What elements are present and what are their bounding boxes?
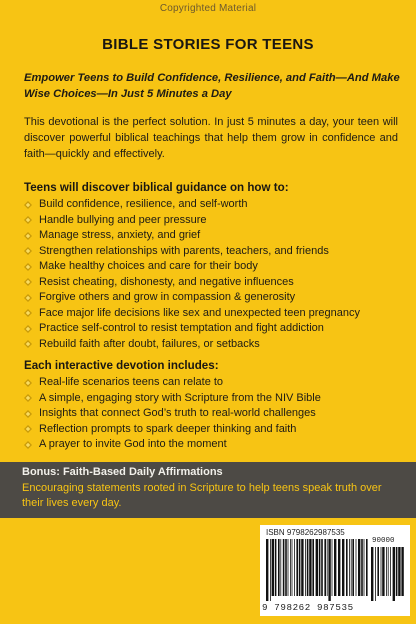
- diamond-bullet-icon: [24, 321, 39, 337]
- list-item-text: Resist cheating, dishonesty, and negative influences: [39, 275, 294, 288]
- barcode-addon-number: 90000: [372, 537, 395, 545]
- list-item: [24, 337, 404, 353]
- diamond-bullet-icon: [24, 197, 39, 213]
- list-item-text: Practice self-control to resist temptation and fight addiction: [39, 322, 324, 334]
- bonus-band: [0, 462, 416, 518]
- diamond-bullet-icon: [24, 391, 39, 407]
- diamond-bullet-icon: [24, 259, 39, 275]
- tagline: Empower Teens to Build Confidence, Resilience, and Faith—And Make Wise Choices—In Just 5 Minutes a Day: [24, 72, 400, 100]
- list-item: [24, 228, 404, 244]
- diamond-bullet-icon: [24, 337, 39, 353]
- list-item: [24, 197, 404, 213]
- list-item-text: Handle bullying and peer pressure: [39, 213, 207, 226]
- list-item-text: Manage stress, anxiety, and grief: [39, 229, 201, 241]
- list-item-text: A prayer to invite God into the moment: [39, 438, 227, 450]
- watermark: Copyrighted Material: [159, 3, 257, 14]
- list-item-text: Insights that connect God’s truth to real-world challenges: [39, 407, 316, 419]
- list-item: [24, 290, 404, 306]
- guidance-heading: Teens will discover biblical guidance on how to:: [24, 181, 289, 194]
- list-item: [24, 406, 404, 422]
- bonus-heading: Bonus: Faith-Based Daily Affirmations: [22, 466, 223, 478]
- list-item-text: Real-life scenarios teens can relate to: [39, 376, 224, 388]
- list-item: [24, 213, 404, 229]
- list-item-text: Forgive others and grow in compassion & generosity: [39, 291, 296, 303]
- list-item: [24, 321, 404, 337]
- list-item: [24, 244, 404, 260]
- list-item-text: Strengthen relationships with parents, teachers, and friends: [39, 244, 329, 257]
- barcode-digits: 9 798262 987535: [262, 602, 354, 613]
- diamond-bullet-icon: [24, 290, 39, 306]
- list-item-text: Rebuild faith after doubt, failures, or setbacks: [39, 337, 260, 350]
- list-item-text: Build confidence, resilience, and self-worth: [39, 198, 248, 210]
- isbn-label: ISBN 9798262987535: [266, 528, 345, 537]
- diamond-bullet-icon: [24, 275, 39, 291]
- diamond-bullet-icon: [24, 244, 39, 260]
- list-item: [24, 306, 404, 322]
- intro-paragraph: This devotional is the perfect solution. In just 5 minutes a day, your teen will discover powerful biblical teachings that help them grow in confidence and faith—quickly and effectively.: [24, 116, 398, 160]
- list-item: [24, 275, 404, 291]
- list-item-text: Make healthy choices and care for their body: [39, 260, 258, 272]
- diamond-bullet-icon: [24, 228, 39, 244]
- list-item: [24, 391, 404, 407]
- list-item: [24, 375, 404, 391]
- guidance-list: [24, 197, 404, 352]
- list-item-text: Reflection prompts to spark deeper thinking and faith: [39, 422, 297, 435]
- diamond-bullet-icon: [24, 437, 39, 453]
- list-item: [24, 259, 404, 275]
- list-item: [24, 437, 404, 453]
- list-item-text: Face major life decisions like sex and unexpected teen pregnancy: [39, 306, 361, 319]
- book-title: BIBLE STORIES FOR TEENS: [102, 36, 314, 53]
- list-item-text: A simple, engaging story with Scripture from the NIV Bible: [39, 391, 321, 404]
- list-item: [24, 422, 404, 438]
- bonus-text: Encouraging statements rooted in Scripture to help teens speak truth over their lives every day.: [22, 482, 382, 509]
- barcode-main-bars: [266, 539, 368, 601]
- devotion-heading: Each interactive devotion includes:: [24, 359, 219, 372]
- diamond-bullet-icon: [24, 375, 39, 391]
- diamond-bullet-icon: [24, 406, 39, 422]
- diamond-bullet-icon: [24, 213, 39, 229]
- barcode-box: [260, 525, 410, 616]
- barcode-addon-bars: [371, 547, 405, 601]
- diamond-bullet-icon: [24, 306, 39, 322]
- devotion-list: [24, 375, 404, 453]
- diamond-bullet-icon: [24, 422, 39, 438]
